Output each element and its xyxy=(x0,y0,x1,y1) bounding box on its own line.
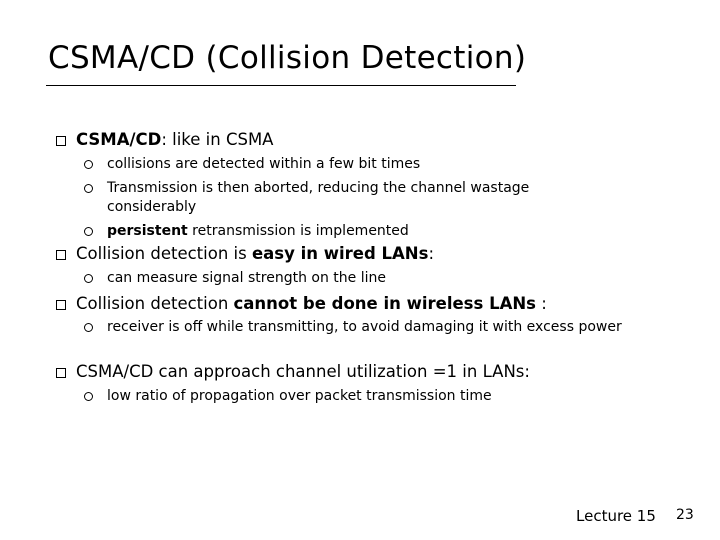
sub-bullet-1-2: Transmission is then aborted, reducing the channel wastage considerably xyxy=(84,179,564,217)
bullet-4: CSMA/CD can approach channel utilization =1 in LANs: xyxy=(56,362,530,381)
square-bullet-icon xyxy=(56,300,66,310)
sub-bullet-1-3: persistent retransmission is implemented xyxy=(84,222,564,241)
circle-bullet-icon xyxy=(84,274,93,283)
circle-bullet-icon xyxy=(84,227,93,236)
bullet-2: Collision detection is easy in wired LANs: xyxy=(56,244,434,263)
square-bullet-icon xyxy=(56,136,66,146)
bullet-1 xyxy=(56,130,273,149)
sub-bullet-4-1: low ratio of propagation over packet transmission time xyxy=(84,387,564,406)
bullet-1-text: : like in CSMA xyxy=(161,130,274,149)
square-bullet-icon xyxy=(56,250,66,260)
square-bullet-icon xyxy=(56,368,66,378)
circle-bullet-icon xyxy=(84,323,93,332)
title-underline xyxy=(46,85,516,86)
slide-title: CSMA/CD (Collision Detection) xyxy=(48,40,527,76)
circle-bullet-icon xyxy=(84,160,93,169)
bullet-3: Collision detection cannot be done in wireless LANs : xyxy=(56,294,547,313)
circle-bullet-icon xyxy=(84,392,93,401)
sub-bullet-2-1: can measure signal strength on the line xyxy=(84,269,564,288)
sub-bullet-1-1: collisions are detected within a few bit times xyxy=(84,155,564,174)
footer-lecture-label: Lecture 15 xyxy=(576,507,656,525)
bullet-1-bold: CSMA/CD xyxy=(76,130,162,149)
circle-bullet-icon xyxy=(84,184,93,193)
sub-bullet-3-1: receiver is off while transmitting, to avoid damaging it with excess power xyxy=(84,318,624,337)
footer-page-number: 23 xyxy=(676,507,694,523)
